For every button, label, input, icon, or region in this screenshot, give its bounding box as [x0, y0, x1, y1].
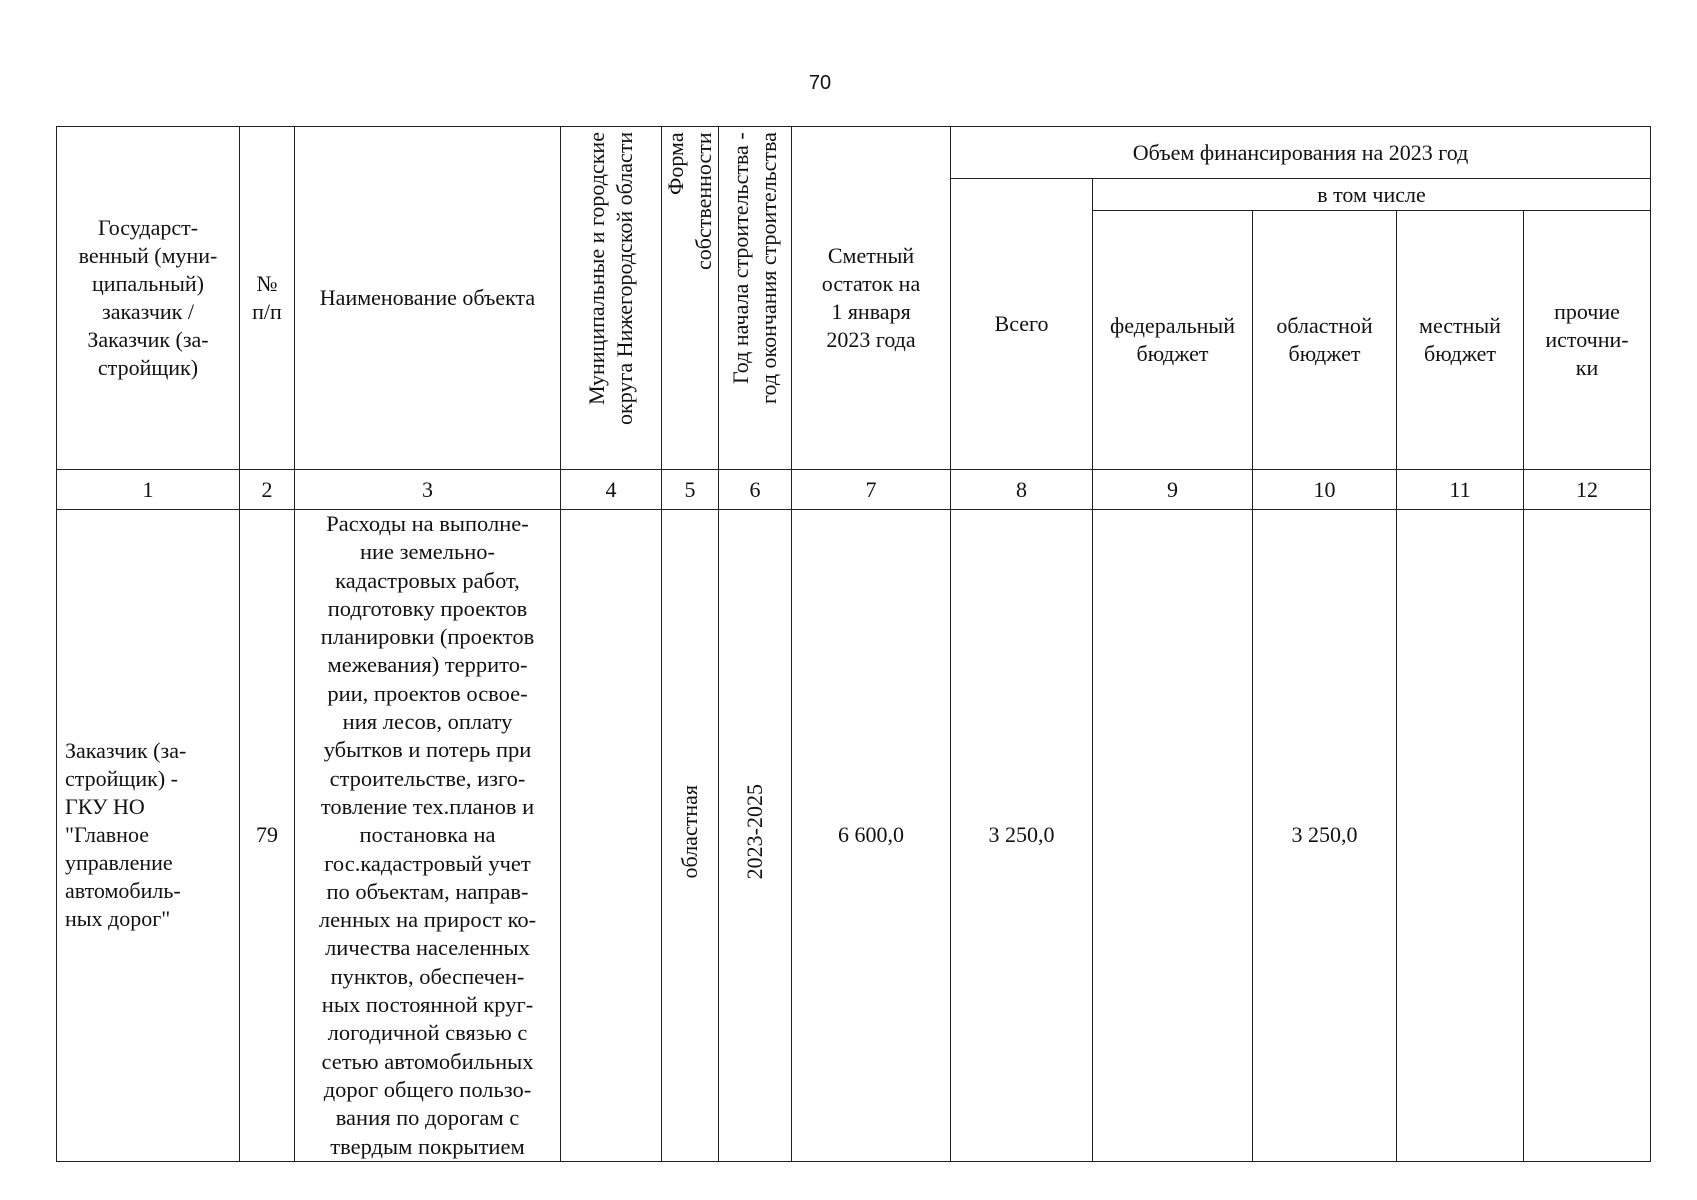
column-number: 12	[1524, 470, 1651, 510]
row-other	[1524, 510, 1651, 1162]
column-number: 4	[561, 470, 662, 510]
row-total: 3 250,0	[951, 510, 1093, 1162]
row-municipality	[561, 510, 662, 1162]
table-row	[57, 510, 1651, 1162]
header-customer: Государст- венный (муни- ципальный) заказчик / Заказчик (за- стройщик)	[57, 127, 240, 470]
header-municipality-text: Муниципальные и городские округа Нижегородской области	[584, 131, 637, 425]
row-federal	[1093, 510, 1253, 1162]
header-ownership-text: Форма собственности	[663, 131, 716, 270]
column-number: 2	[240, 470, 295, 510]
investment-table	[56, 126, 1651, 1162]
header-financing: Объем финансирования на 2023 год	[951, 127, 1651, 179]
header-construction-years	[719, 127, 792, 470]
row-estimated-balance: 6 600,0	[792, 510, 951, 1162]
header-object-name: Наименование объекта	[295, 127, 561, 470]
header-federal: федеральный бюджет	[1093, 211, 1253, 470]
header-number: № п/п	[240, 127, 295, 470]
column-number: 1	[57, 470, 240, 510]
column-number: 7	[792, 470, 951, 510]
row-regional: 3 250,0	[1253, 510, 1397, 1162]
header-estimated-balance: Сметный остаток на 1 января 2023 года	[792, 127, 951, 470]
row-ownership-text: областная	[677, 785, 702, 879]
column-number-row	[57, 470, 1651, 510]
header-including: в том числе	[1093, 179, 1651, 211]
row-customer: Заказчик (за- стройщик) - ГКУ НО "Главное управление автомобиль- ных дорог"	[57, 510, 240, 1162]
column-number: 6	[719, 470, 792, 510]
header-local: местный бюджет	[1397, 211, 1524, 470]
row-local	[1397, 510, 1524, 1162]
column-number: 9	[1093, 470, 1253, 510]
row-object-name: Расходы на выполне- ние земельно- кадастровых работ, подготовку проектов планировки (проектов межевания) террито- рии, проектов освое- ния лесов, оплату убытков и потерь при строительстве, изго- товление тех.планов и постановка на гос.кадастровый учет по объектам, направ- ленных на прирост ко- личества населенных пунктов, обеспечен- ных постоянной круг- логодичной связью с сетью автомобильных дорог общего пользо- вания по дорогам с твердым покрытием	[295, 510, 561, 1162]
row-construction-years	[719, 510, 792, 1162]
header-total: Всего	[951, 179, 1093, 470]
row-number: 79	[240, 510, 295, 1162]
header-other: прочие источни- ки	[1524, 211, 1651, 470]
header-construction-years-text: Год начала строительства - год окончания строительства	[728, 131, 781, 404]
header-regional: областной бюджет	[1253, 211, 1397, 470]
column-number: 8	[951, 470, 1093, 510]
row-ownership	[662, 510, 719, 1162]
row-construction-years-text: 2023-2025	[742, 784, 767, 880]
header-municipality	[561, 127, 662, 470]
column-number: 11	[1397, 470, 1524, 510]
page-number: 70	[808, 72, 832, 94]
header-ownership	[662, 127, 719, 470]
column-number: 3	[295, 470, 561, 510]
column-number: 10	[1253, 470, 1397, 510]
column-number: 5	[662, 470, 719, 510]
